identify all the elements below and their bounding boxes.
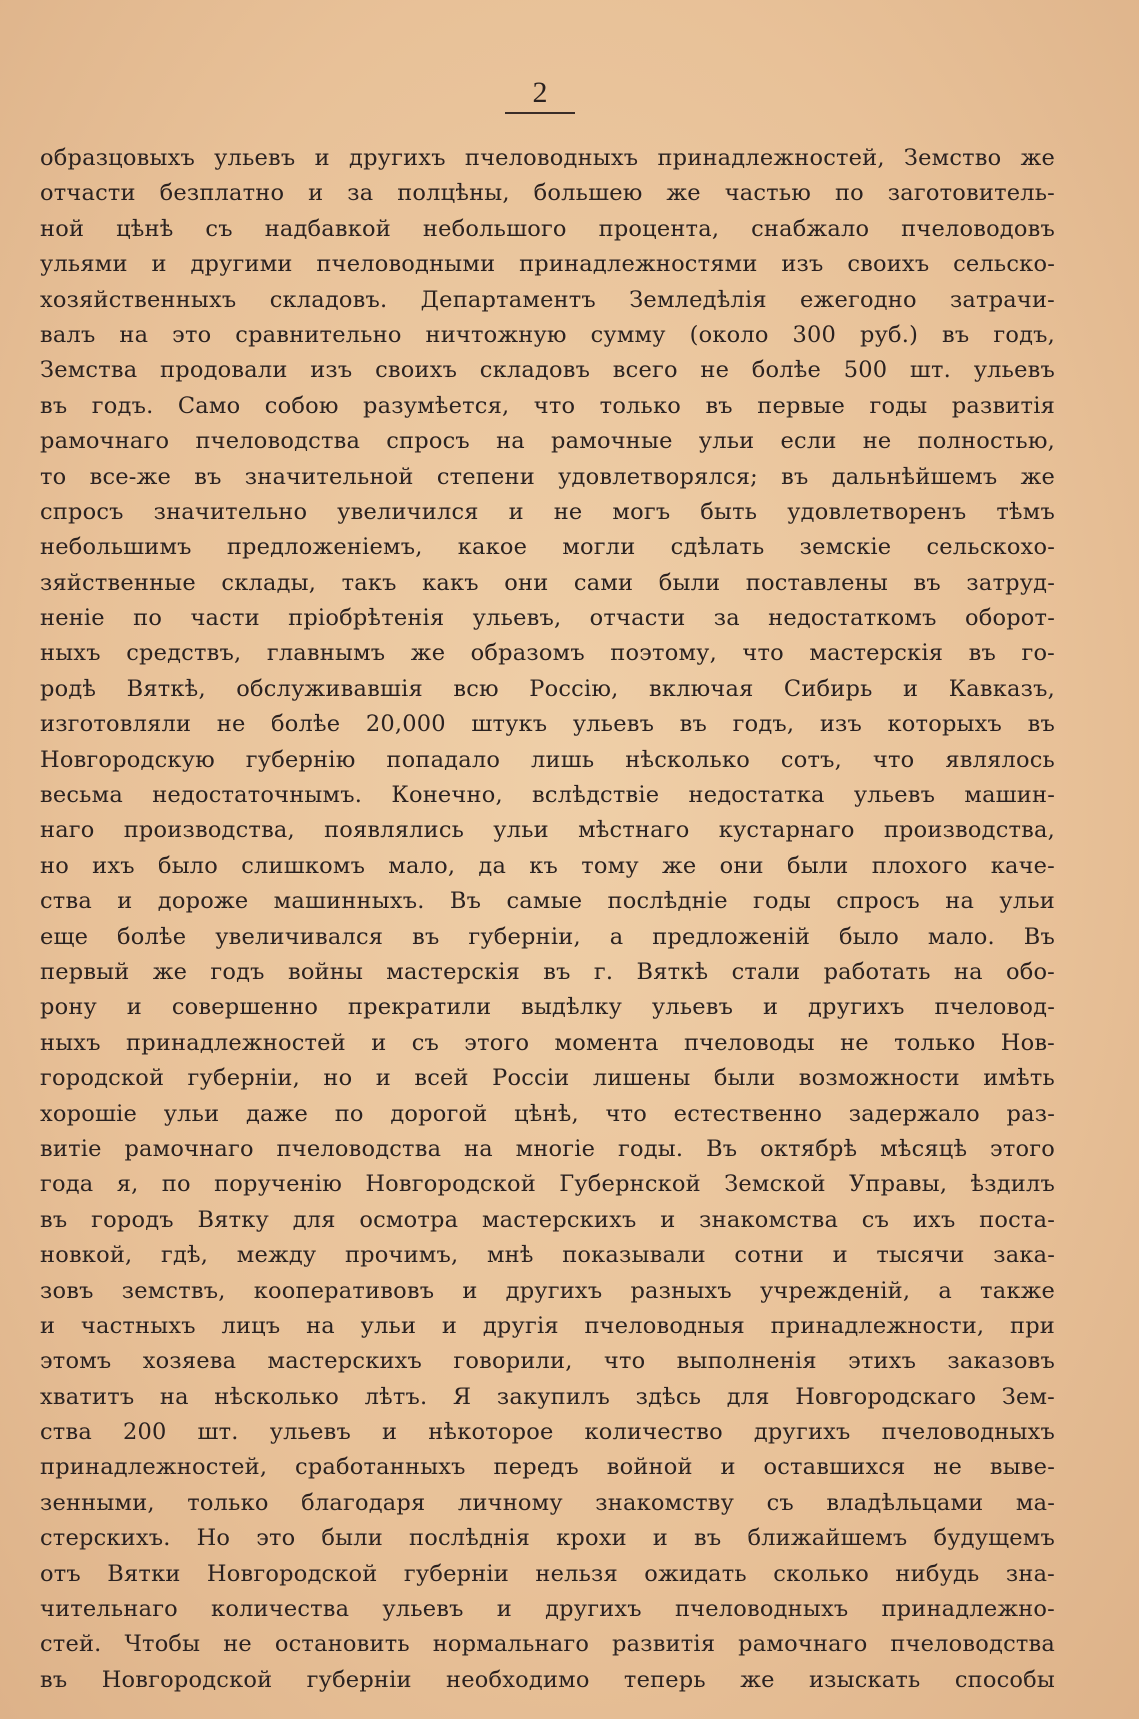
text-line: еще болѣе увеличивался въ губерніи, а предложеній было мало. Въ [40, 923, 1055, 950]
text-line: въ городъ Вятку для осмотра мастерскихъ и знакомства съ ихъ поста- [40, 1206, 1055, 1233]
text-line: городской губерніи, но и всей Россіи лишены были возможности имѣть [40, 1065, 1055, 1092]
body-text [40, 141, 1055, 1698]
page-number: 2 [532, 76, 548, 109]
text-line: рамочнаго пчеловодства спросъ на рамочные ульи если не полностью, [40, 428, 1055, 455]
text-line: наго производства, появлялись ульи мѣстнаго кустарнаго производства, [40, 817, 1055, 844]
text-line: ства 200 шт. ульевъ и нѣкоторое количество другихъ пчеловодныхъ [40, 1419, 1055, 1446]
text-line: ства и дороже машинныхъ. Въ самые послѣдніе годы спросъ на ульи [40, 888, 1055, 915]
text-line: хорошіе ульи даже по дорогой цѣнѣ, что естественно задержало раз- [40, 1100, 1055, 1127]
text-line: спросъ значительно увеличился и не могъ быть удовлетворенъ тѣмъ [40, 498, 1055, 525]
text-line: изготовляли не болѣе 20,000 штукъ ульевъ въ годъ, изъ которыхъ въ [40, 711, 1055, 738]
text-line: въ Новгородской губерніи необходимо теперь же изыскать способы [40, 1666, 1055, 1693]
text-line: ныхъ принадлежностей и съ этого момента пчеловоды не только Нов- [40, 1029, 1055, 1056]
page-number-block [500, 76, 580, 114]
text-line: стерскихъ. Но это были послѣднія крохи и въ ближайшемъ будущемъ [40, 1525, 1055, 1552]
text-line: принадлежностей, сработанныхъ передъ войной и оставшихся не выве- [40, 1454, 1055, 1481]
text-line: первый же годъ войны мастерскія въ г. Вяткѣ стали работать на обо- [40, 958, 1055, 985]
text-line: неніе по части пріобрѣтенія ульевъ, отчасти за недостаткомъ оборот- [40, 605, 1055, 632]
text-line: Новгородскую губернію попадало лишь нѣсколько сотъ, что являлось [40, 746, 1055, 773]
text-line: этомъ хозяева мастерскихъ говорили, что выполненія этихъ заказовъ [40, 1348, 1055, 1375]
text-line: года я, по порученію Новгородской Губернской Земской Управы, ѣздилъ [40, 1171, 1055, 1198]
text-line: но ихъ было слишкомъ мало, да къ тому же они были плохого каче- [40, 852, 1055, 879]
text-line: ныхъ средствъ, главнымъ же образомъ поэтому, что мастерскія въ го- [40, 640, 1055, 667]
text-line: ульями и другими пчеловодными принадлежностями изъ своихъ сельско- [40, 251, 1055, 278]
text-line: хозяйственныхъ складовъ. Департаментъ Земледѣлія ежегодно затрачи- [40, 286, 1055, 313]
text-line: рону и совершенно прекратили выдѣлку ульевъ и другихъ пчеловод- [40, 994, 1055, 1021]
text-line: зовъ земствъ, кооперативовъ и другихъ разныхъ учрежденій, а также [40, 1277, 1055, 1304]
text-line: чительнаго количества ульевъ и другихъ пчеловодныхъ принадлежно- [40, 1596, 1055, 1623]
text-line: стей. Чтобы не остановить нормальнаго развитія рамочнаго пчеловодства [40, 1631, 1055, 1658]
text-line: и частныхъ лицъ на ульи и другія пчеловодныя принадлежности, при [40, 1312, 1055, 1339]
text-line: зяйственные склады, такъ какъ они сами были поставлены въ затруд- [40, 569, 1055, 596]
text-line: то все-же въ значительной степени удовлетворялся; въ дальнѣйшемъ же [40, 463, 1055, 490]
text-line: небольшимъ предложеніемъ, какое могли сдѣлать земскіе сельскохо- [40, 534, 1055, 561]
text-line: отчасти безплатно и за полцѣны, большею же частью по заготовитель- [40, 180, 1055, 207]
text-line: образцовыхъ ульевъ и другихъ пчеловодныхъ принадлежностей, Земство же [40, 145, 1055, 171]
text-line: зенными, только благодаря личному знакомству съ владѣльцами ма- [40, 1489, 1055, 1516]
text-line: родѣ Вяткѣ, обслуживавшія всю Россію, включая Сибирь и Кавказъ, [40, 675, 1055, 702]
text-line: хватитъ на нѣсколько лѣтъ. Я закупилъ здѣсь для Новгородскаго Зем- [40, 1383, 1055, 1410]
text-line: витіе рамочнаго пчеловодства на многіе годы. Въ октябрѣ мѣсяцѣ этого [40, 1135, 1055, 1162]
text-line: новкой, гдѣ, между прочимъ, мнѣ показывали сотни и тысячи зака- [40, 1242, 1055, 1269]
text-line: отъ Вятки Новгородской губерніи нельзя ожидать сколько нибудь зна- [40, 1560, 1055, 1587]
text-line: въ годъ. Само собою разумѣется, что только въ первые годы развитія [40, 392, 1055, 419]
page-number-underline [505, 112, 575, 114]
text-line: весьма недостаточнымъ. Конечно, вслѣдствіе недостатка ульевъ машин- [40, 782, 1055, 809]
text-line: валъ на это сравнительно ничтожную сумму (около 300 руб.) въ годъ, [40, 321, 1055, 348]
text-line: ной цѣнѣ съ надбавкой небольшого процента, снабжало пчеловодовъ [40, 215, 1055, 242]
text-line: Земства продовали изъ своихъ складовъ всего не болѣе 500 шт. ульевъ [40, 357, 1055, 384]
